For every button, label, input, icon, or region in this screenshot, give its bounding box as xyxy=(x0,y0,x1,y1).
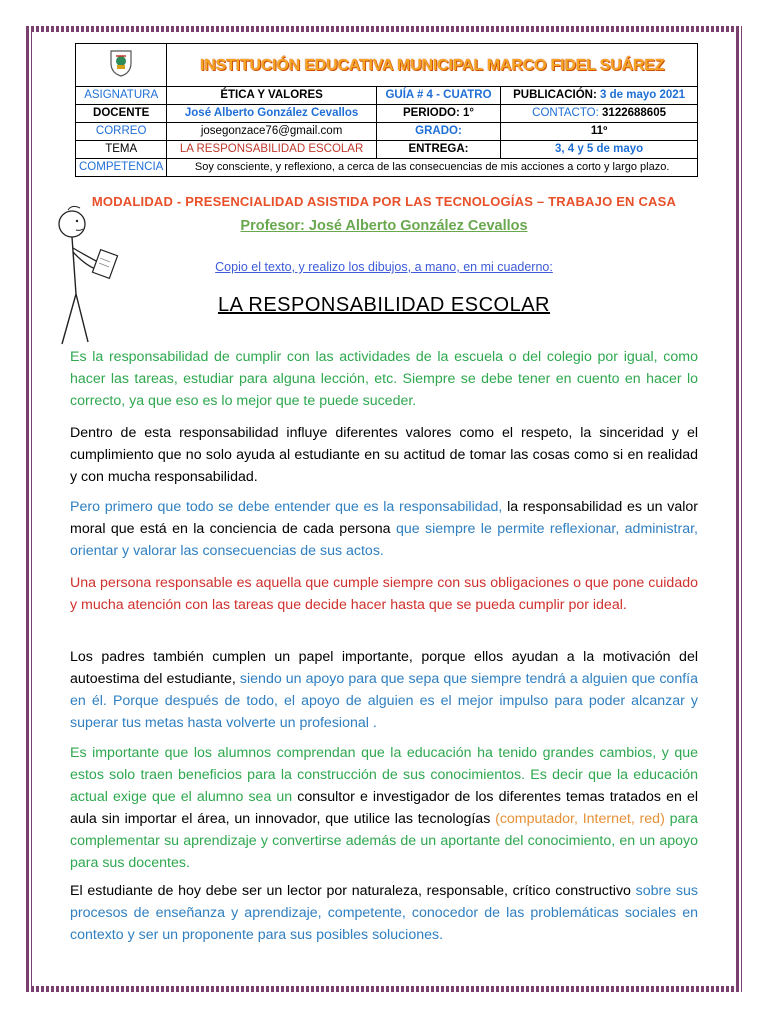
correo-label: CORREO xyxy=(76,123,167,141)
logo-cell xyxy=(76,44,167,87)
paragraph-7 xyxy=(70,880,698,946)
tema-label: TEMA xyxy=(76,141,167,159)
docente-label: DOCENTE xyxy=(76,105,167,123)
entrega-value: 3, 4 y 5 de mayo xyxy=(501,141,698,159)
paragraph-7-part-a: El estudiante de hoy debe ser un lector por naturaleza, responsable, crítico constructivo xyxy=(70,883,631,899)
paragraph-5 xyxy=(70,646,698,734)
grado-value: 11º xyxy=(501,123,698,141)
paragraph-6 xyxy=(70,742,698,874)
paragraph-7-part-b: sobre sus procesos de enseñanza y aprendizaje, competente, conocedor de las problemáticas sociales en contexto y ser un proponente para sus posibles soluciones. xyxy=(70,883,699,943)
header-table xyxy=(75,43,698,177)
paragraph-6-part-a: Es importante que los alumnos comprendan que la educación ha tenido grandes cambios, y que estos solo traen beneficios para la construcción de sus conocimientos. Es decir que la educación actual exige que el alumno sea un xyxy=(70,745,698,805)
guia-value: GUÍA # 4 - CUATRO xyxy=(376,87,500,105)
entrega-label: ENTREGA: xyxy=(376,141,500,159)
profesor-heading: Profesor: José Alberto González Cevallos xyxy=(240,218,528,234)
contacto xyxy=(501,105,698,123)
school-crest-icon xyxy=(108,48,134,78)
paragraph-6-part-b: consultor e investigador de los diferentes temas tratados en el aula sin importar el área, un innovador, que utilice las tecnologías xyxy=(70,789,698,827)
page-title: LA RESPONSABILIDAD ESCOLAR xyxy=(217,294,550,316)
paragraph-2: Dentro de esta responsabilidad influye diferentes valores como el respeto, la sinceridad y el cumplimiento que no solo ayuda al estudiante en su actitud de tomar las cosas como si en realidad y con mucha responsabilidad. xyxy=(70,425,698,485)
publicacion xyxy=(501,87,698,105)
publicacion-label: PUBLICACIÓN: xyxy=(513,89,597,101)
contacto-label: CONTACTO: xyxy=(532,107,599,119)
competencia-value: Soy consciente, y reflexiono, a cerca de las consecuencias de mis acciones a corto y largo plazo. xyxy=(167,159,698,177)
contacto-value: 3122688605 xyxy=(602,107,666,119)
paragraph-4: Una persona responsable es aquella que cumple siempre con sus obligaciones o que pone cuidado y mucha atención con las tareas que decide hacer hasta que se pueda cumplir por ideal. xyxy=(70,575,698,613)
paragraph-6-part-c: (computador, Internet, red) xyxy=(490,811,665,827)
paragraph-5-part-a: Los padres también cumplen un papel importante, porque ellos ayudan a la motivación del autoestima del estudiante, xyxy=(70,649,698,687)
docente-value: José Alberto González Cevallos xyxy=(167,105,376,123)
paragraph-6-part-d: para complementar su aprendizaje y convertirse además de un aportante del conocimiento, en un apoyo para sus docentes. xyxy=(70,811,698,871)
asignatura-value: ÉTICA Y VALORES xyxy=(167,87,376,105)
paragraph-1: Es la responsabilidad de cumplir con las actividades de la escuela o del colegio por igual, como hacer las tareas, estudiar para alguna lección, etc. Siempre se debe tener en cuento en hacer lo correcto, ya que eso es lo mejor que te puede suceder. xyxy=(70,349,698,409)
instruction-text: Copio el texto, y realizo los dibujos, a mano, en mi cuaderno: xyxy=(215,260,553,274)
paragraph-3 xyxy=(70,496,698,562)
modalidad-heading: MODALIDAD - PRESENCIALIDAD ASISTIDA POR LAS TECNOLOGÍAS – TRABAJO EN CASA xyxy=(91,194,677,209)
correo-value: josegonzace76@gmail.com xyxy=(167,123,376,141)
periodo-value: PERIODO: 1° xyxy=(376,105,500,123)
competencia-label: COMPETENCIA xyxy=(76,159,167,177)
institution-name: INSTITUCIÓN EDUCATIVA MUNICIPAL MARCO FIDEL SUÁREZ xyxy=(167,44,698,87)
publicacion-value: 3 de mayo 2021 xyxy=(600,89,686,101)
paragraph-3-part-c: que siempre le permite reflexionar, administrar, orientar y valorar las consecuencias de sus actos. xyxy=(70,521,698,559)
tema-value: LA RESPONSABILIDAD ESCOLAR xyxy=(167,141,376,159)
paragraph-3-part-b: la responsabilidad es un valor moral que está en la conciencia de cada persona xyxy=(70,499,698,537)
paragraph-5-part-b: siendo un apoyo para que sepa que siempre tendrá a alguien que confía en él. Porque después de todo, el apoyo de alguien es el mejor impulso para poder alcanzar y superar tus metas hasta volverte un profesional . xyxy=(70,671,698,731)
paragraph-3-part-a: Pero primero que todo se debe entender que es la responsabilidad, xyxy=(70,499,508,515)
asignatura-label: ASIGNATURA xyxy=(76,87,167,105)
grado-label: GRADO: xyxy=(376,123,500,141)
